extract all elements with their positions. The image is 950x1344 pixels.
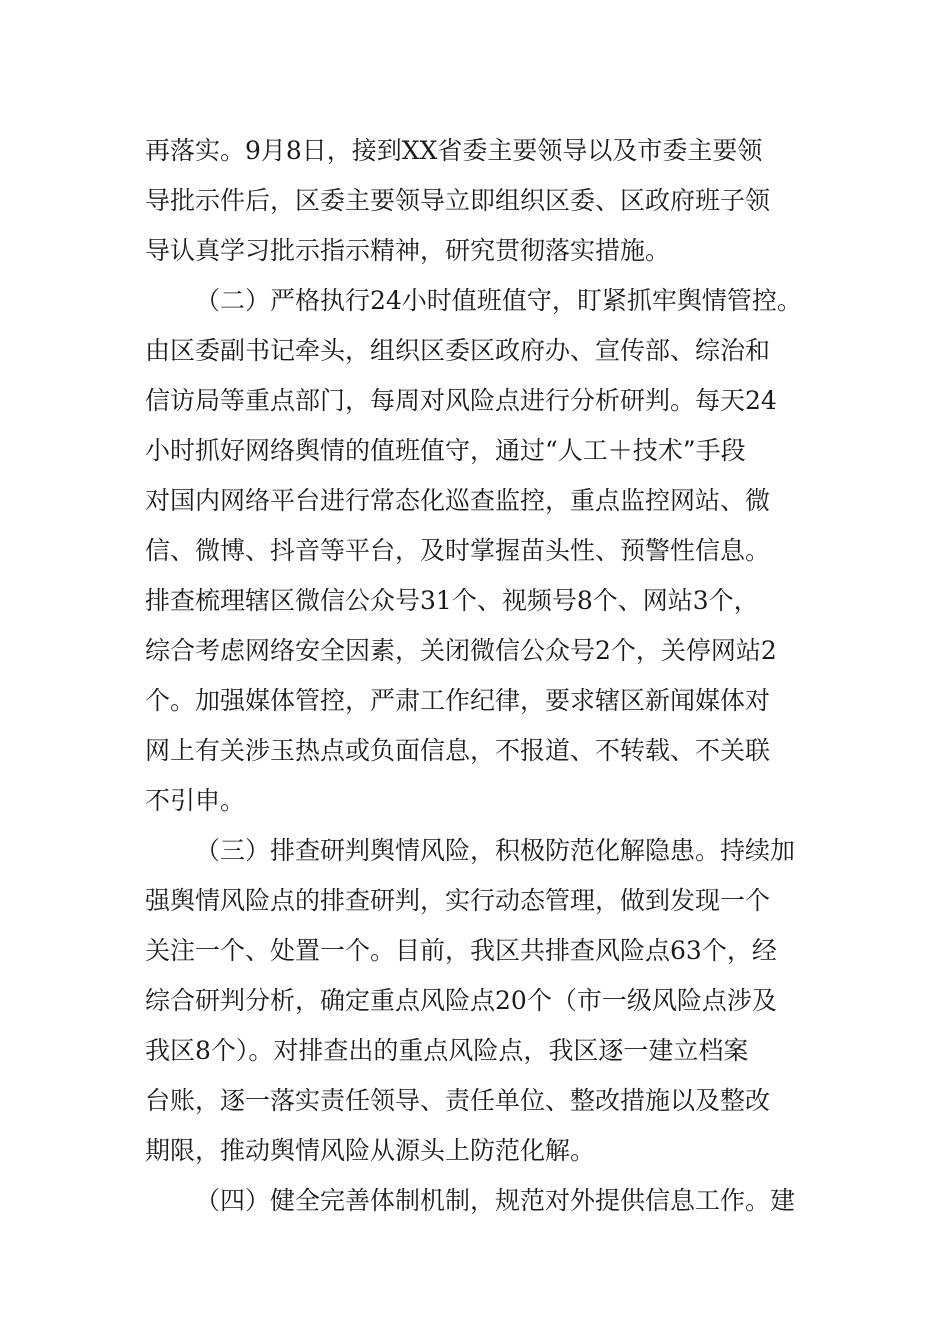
text-line: 综合研判分析，确定重点风险点20个（市一级风险点涉及 — [145, 986, 777, 1015]
text-line: 强舆情风险点的排查研判，实行动态管理，做到发现一个 — [145, 886, 771, 915]
text-line: 台账，逐一落实责任领导、责任单位、整改措施以及整改 — [145, 1086, 771, 1115]
text-line: 关注一个、处置一个。目前，我区共排查风险点63个，经 — [145, 936, 777, 965]
paragraph-heading-4: （四）健全完善体制机制，规范对外提供信息工作。建 — [195, 1186, 796, 1215]
text-line: 导批示件后，区委主要领导立即组织区委、区政府班子领 — [145, 186, 771, 215]
paragraph-heading-3: （三）排查研判舆情风险，积极防范化解隐患。持续加 — [195, 836, 796, 865]
text-line: 对国内网络平台进行常态化巡查监控，重点监控网站、微 — [145, 486, 771, 515]
text-line: 网上有关涉玉热点或负面信息，不报道、不转载、不关联 — [145, 736, 771, 765]
text-line: 排查梳理辖区微信公众号31个、视频号8个、网站3个， — [145, 586, 759, 615]
text-line: 由区委副书记牵头，组织区委区政府办、宣传部、综治和 — [145, 336, 771, 365]
text-line: 不引申。 — [145, 786, 246, 815]
text-line: 综合考虑网络安全因素，关闭微信公众号2个，关停网站2 — [145, 636, 777, 665]
text-line: 个。加强媒体管控，严肃工作纪律，要求辖区新闻媒体对 — [145, 686, 771, 715]
text-line: 信访局等重点部门，每周对风险点进行分析研判。每天24 — [145, 386, 777, 415]
text-line: 导认真学习批示指示精神，研究贯彻落实措施。 — [145, 236, 671, 265]
text-line: 小时抓好网络舆情的值班值守，通过“人工＋技术”手段 — [145, 436, 746, 465]
text-line: 信、微博、抖音等平台，及时掌握苗头性、预警性信息。 — [145, 536, 771, 565]
text-line: 期限，推动舆情风险从源头上防范化解。 — [145, 1136, 596, 1165]
text-line: 我区8个）。对排查出的重点风险点，我区逐一建立档案 — [145, 1036, 749, 1065]
text-line: 再落实。9月8日，接到XX省委主要领导以及市委主要领 — [145, 136, 763, 165]
paragraph-heading-2: （二）严格执行24小时值班值守，盯紧抓牢舆情管控。 — [195, 286, 802, 315]
